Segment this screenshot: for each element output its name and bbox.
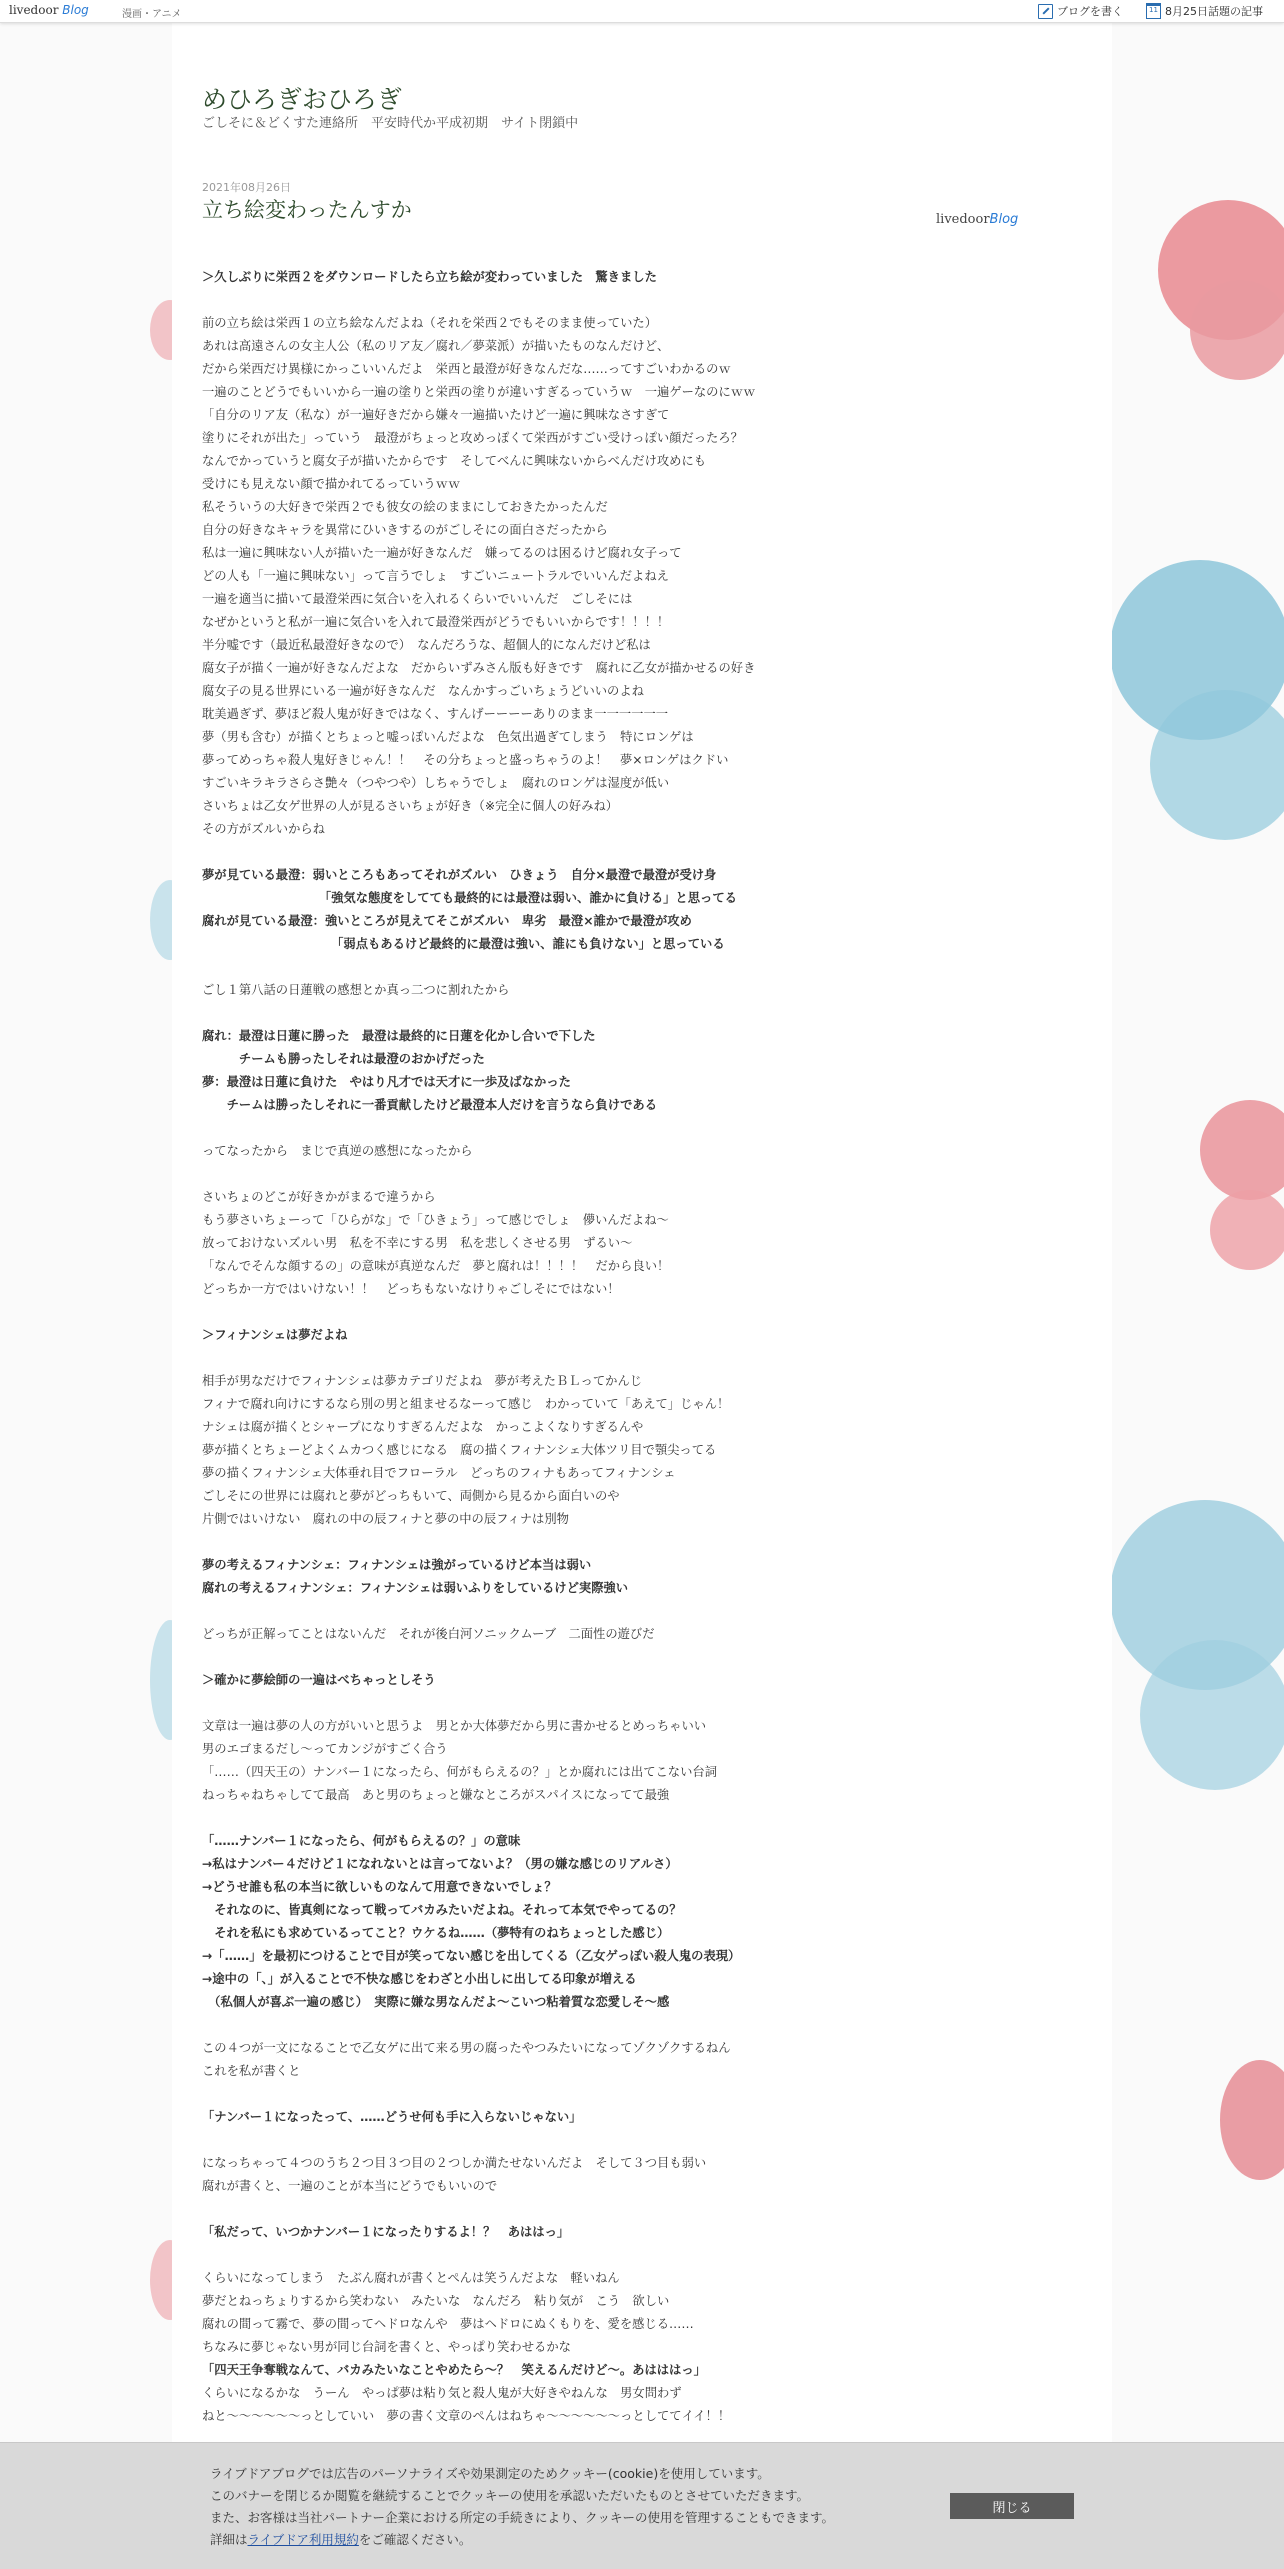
entry-line: 夢の考えるフィナンシェ：フィナンシェは強がっているけど本当は弱い — [202, 1558, 592, 1572]
entry-line: どの人も「一遍に興味ない」って言うでしょ すごいニュートラルでいいんだよねえ — [202, 569, 669, 583]
today-topic-label: 8月25日話題の記事 — [1165, 5, 1263, 18]
entry-line: どっちが正解ってことはないんだ それが後白河ソニックムーブ 二面性の遊びだ — [202, 1627, 655, 1641]
entry-line: 「……ナンバー１になったら、何がもらえるの？」の意味 — [202, 1834, 521, 1848]
entry-line: なんでかっていうと腐女子が描いたからです そしてべんに興味ないからべんだけ攻めにも — [202, 454, 707, 468]
entry-line: →どうせ誰も私の本当に欲しいものなんて用意できないでしょ？ — [202, 1880, 557, 1894]
entry-line: 腐れ：最澄は日蓮に勝った 最澄は最終的に日蓮を化かし合いで下した — [202, 1029, 596, 1043]
entry-line: 「強気な態度をしてても最終的には最澄は弱い、誰かに負ける」と思ってる — [202, 891, 737, 905]
entry-line: 夢が描くとちょーどよくムカつく感じになる 腐の描くフィナンシェ大体ツリ目で顎尖ってる — [202, 1443, 717, 1457]
entry-line — [202, 1807, 892, 1830]
entry-line: あれは高遠さんの女主人公（私のリア友／腐れ／夢菜派）が描いたものなんだけど、 — [202, 339, 670, 353]
entry-line — [202, 1692, 892, 1715]
entry-line: それを私にも求めているってこと？ウケるね……（夢特有のねちょっとした感じ） — [202, 1926, 670, 1940]
entry-line: これを私が書くと — [202, 2064, 301, 2078]
entry-line: ねと～～～～～～っとしていい 夢の書く文章のぺんはねちゃ～～～～～～っとしててイイ！！ — [202, 2409, 731, 2423]
entry-line: ごしそにの世界には腐れと夢がどっちもいて、両側から見るから面白いのや — [202, 1489, 620, 1503]
entry-line: フィナで腐れ向けにするなら別の男と組ませるなーって感じ わかっていて「あえて」じゃん！ — [202, 1397, 730, 1411]
entry-line — [202, 2014, 892, 2037]
entry-line: 「四天王争奪戦なんて、バカみたいなことやめたら～？ 笑えるんだけど～。あはははっ」 — [202, 2363, 706, 2377]
entry-line: 私そういうの大好きで栄西２でも彼女の絵のままにしておきたかったんだ — [202, 500, 608, 514]
entry-line: 受けにも見えない顔で描かれてるっていうｗｗ — [202, 477, 461, 491]
entry-body — [202, 266, 892, 2474]
entry-line — [202, 2129, 892, 2152]
entry-line: 腐れの間って霧で、夢の間ってヘドロなんや 夢はヘドロにぬくもりを、愛を感じる…… — [202, 2317, 694, 2331]
entry-line — [202, 289, 892, 312]
entry-line: だから栄西だけ異様にかっこいいんだよ 栄西と最澄が好きなんだな……ってすごいわかるのｗ — [202, 362, 731, 376]
write-blog-link[interactable] — [1038, 3, 1123, 19]
cookie-line: ライブドアブログでは広告のパーソナライズや効果測定のためクッキー(cookie)を使用しています。 — [210, 2466, 770, 2481]
entry-line: →「……」を最初につけることで目が笑ってない感じを出してくる（乙女ゲっぽい殺人鬼の表現） — [202, 1949, 741, 1963]
blog-description: ごしそに＆どくすた連絡所 平安時代か平成初期 サイト閉鎖中 — [202, 116, 579, 131]
entry-line — [202, 1117, 892, 1140]
close-button[interactable]: 閉じる — [950, 2493, 1074, 2519]
entry-line — [202, 1163, 892, 1186]
entry-line — [202, 1531, 892, 1554]
entry-line: →私はナンバー４だけど１になれないとは言ってないよ？（男の嫌な感じのリアルさ） — [202, 1857, 678, 1871]
blog-page — [172, 22, 1112, 2568]
entry-line: 耽美過ぎず、夢ほど殺人鬼が好きではなく、すんげーーーーありのまま一一一一一一 — [202, 707, 669, 721]
entry-title[interactable]: 立ち絵変わったんすか — [202, 198, 412, 222]
entry-line: 放っておけないズルい男 私を不幸にする男 私を悲しくさせる男 ずるい～ — [202, 1236, 633, 1250]
entry-line — [202, 1600, 892, 1623]
entry-line: 一遍を適当に描いて最澄栄西に気合いを入れるくらいでいいんだ ごしそには — [202, 592, 633, 606]
entry-line: ちなみに夢じゃない男が同じ台詞を書くと、やっぱり笑わせるかな — [202, 2340, 571, 2354]
calendar-icon: 11 — [1146, 3, 1161, 19]
entry-line: ってなったから まじで真逆の感想になったから — [202, 1144, 473, 1158]
entry-line: その方がズルいからね — [202, 822, 325, 836]
entry-line: この４つが一文になることで乙女ゲに出て来る男の腐ったやつみたいになってゾクゾクするねん — [202, 2041, 731, 2055]
entry-line — [202, 956, 892, 979]
entry-line: 夢：最澄は日蓮に負けた やはり凡才では天才に一歩及ばなかった — [202, 1075, 571, 1089]
pencil-icon — [1038, 4, 1053, 19]
entry-line: 夢の描くフィナンシェ大体垂れ目でフローラル どっちのフィナもあってフィナンシェ — [202, 1466, 676, 1480]
entry-line: ねっちゃねちゃしてて最高 あと男のちょっと嫌なところがスパイスになってて最強 — [202, 1788, 670, 1802]
entry-date: 2021年08月26日 — [202, 181, 291, 194]
entry-line: 男のエゴまるだし～ってカンジがすごく合う — [202, 1742, 448, 1756]
entry-line — [202, 2244, 892, 2267]
blog-title[interactable]: めひろぎおひろぎ — [202, 85, 403, 114]
entry-line: ナシェは腐が描くとシャープになりすぎるんだよな かっこよくなりすぎるんや — [202, 1420, 644, 1434]
entry-line: ＞フィナンシェは夢だよね — [202, 1328, 348, 1342]
entry-line: 自分の好きなキャラを異常にひいきするのがごしそにの面白さだったから — [202, 523, 608, 537]
entry-line: さいちょは乙女ゲ世界の人が見るさいちょが好き（※完全に個人の好みね） — [202, 799, 619, 813]
entry-line: 腐女子が描く一遍が好きなんだよな だからいずみさん版も好きです 腐れに乙女が描かせるの好き — [202, 661, 756, 675]
entry-line: 前の立ち絵は栄西１の立ち絵なんだよね（それを栄西２でもそのまま使っていた） — [202, 316, 657, 330]
cookie-line: また、お客様は当社パートナー企業における所定の手続きにより、クッキーの使用を管理することもできます。 — [210, 2510, 835, 2525]
entry-line: 「ナンバー１になったって、……どうせ何も手に入らないじゃない」 — [202, 2110, 582, 2124]
cookie-line: 詳細はライブドア利用規約をご確認ください。 — [210, 2532, 472, 2547]
entry-line — [202, 841, 892, 864]
entry-line: 文章は一遍は夢の人の方がいいと思うよ 男とか大体夢だから男に書かせるとめっちゃいい — [202, 1719, 707, 1733]
entry-line — [202, 2083, 892, 2106]
entry-line: さいちょのどこが好きかがまるで違うから — [202, 1190, 436, 1204]
entry-line: 「自分のリア友（私な）が一遍好きだから嫌々一遍描いたけど一遍に興味なさすぎて — [202, 408, 670, 422]
entry-line: 腐れが書くと、一遍のことが本当にどうでもいいので — [202, 2179, 498, 2193]
livedoor-logo[interactable]: livedoor Blog — [9, 3, 89, 17]
today-topic-link[interactable] — [1146, 3, 1263, 19]
entry-line: 夢だとねっちょりするから笑わない みたいな なんだろ 粘り気が こう 欲しい — [202, 2294, 670, 2308]
entry-line — [202, 1646, 892, 1669]
entry-line: 半分嘘です（最近私最澄好きなので） なんだろうな、超個人的になんだけど私は — [202, 638, 651, 652]
entry-line: 腐女子の見る世界にいる一遍が好きなんだ なんかすっごいちょうどいいのよね — [202, 684, 644, 698]
entry-line: チームも勝ったしそれは最澄のおかげだった — [202, 1052, 485, 1066]
entry-line: もう夢さいちょーって「ひらがな」で「ひきょう」って感じでしょ 儚いんだよね～ — [202, 1213, 669, 1227]
entry-line: ごし１第八話の日蓮戦の感想とか真っ二つに割れたから — [202, 983, 510, 997]
entry-line: チームは勝ったしそれに一番貢献したけど最澄本人だけを言うなら負けである — [202, 1098, 657, 1112]
entry-line: 片側ではいけない 腐れの中の辰フィナと夢の中の辰フィナは別物 — [202, 1512, 569, 1526]
entry-line: ＞久しぶりに栄西２をダウンロードしたら立ち絵が変わっていました 驚きました — [202, 270, 657, 284]
entry-line: →途中の「、」が入ることで不快な感じをわざと小出しに出してる印象が増える — [202, 1972, 637, 1986]
entry-line: 私は一遍に興味ない人が描いた一遍が好きなんだ 嫌ってるのは困るけど腐れ女子って — [202, 546, 682, 560]
entry-line: ＞確かに夢絵師の一遍はべちゃっとしそう — [202, 1673, 436, 1687]
terms-link[interactable]: ライブドア利用規約 — [247, 2532, 359, 2547]
entry-line: 相手が男なだけでフィナンシェは夢カテゴリだよね 夢が考えたＢＬってかんじ — [202, 1374, 643, 1388]
entry-line: 「……（四天王の）ナンバー１になったら、何がもらえるの？」とか腐れには出てこない台詞 — [202, 1765, 717, 1779]
entry-line: 腐れが見ている最澄：強いところが見えてそこがズルい 卑劣 最澄×誰かで最澄が攻め — [202, 914, 692, 928]
entry-line: すごいキラキラさらさ艶々（つやつや）しちゃうでしょ 腐れのロンゲは湿度が低い — [202, 776, 670, 790]
category-link[interactable]: 漫画・アニメ — [122, 9, 182, 20]
entry-line: （私個人が喜ぶ一遍の感じ） 実際に嫌な男なんだよ～こいつ粘着質な恋愛しそ～感 — [202, 1995, 670, 2009]
cookie-banner — [0, 2442, 1284, 2569]
entry-line: 夢ってめっちゃ殺人鬼好きじゃん！！ その分ちょっと盛っちゃうのよ！ 夢×ロンゲはクドい — [202, 753, 729, 767]
entry-line — [202, 1002, 892, 1025]
entry-line: 「弱点もあるけど最終的に最澄は強い、誰にも負けない」と思っている — [202, 937, 725, 951]
entry-line: 腐れの考えるフィナンシェ：フィナンシェは弱いふりをしているけど実際強い — [202, 1581, 629, 1595]
livedoor-blog-logo: livedoorBlog — [936, 212, 1019, 227]
entry-line — [202, 1301, 892, 1324]
entry-line: 夢が見ている最澄：弱いところもあってそれがズルい ひきょう 自分×最澄で最澄が受け身 — [202, 868, 717, 882]
entry-line — [202, 2198, 892, 2221]
entry-line: 一遍のことどうでもいいから一遍の塗りと栄西の塗りが違いすぎるっていうｗ 一遍ゲーなのにｗｗ — [202, 385, 756, 399]
entry-line: それなのに、皆真剣になって戦ってバカみたいだよね。それって本気でやってるの？ — [202, 1903, 682, 1917]
write-blog-label: ブログを書く — [1057, 5, 1123, 18]
entry-line: くらいになるかな うーん やっぱ夢は粘り気と殺人鬼が大好きやねんな 男女問わず — [202, 2386, 682, 2400]
entry-line: くらいになってしまう たぶん腐れが書くとぺんは笑うんだよな 軽いねん — [202, 2271, 620, 2285]
entry-line: 塗りにそれが出た」っていう 最澄がちょっと攻めっぽくて栄西がすごい受けっぽい顔だったろ？ — [202, 431, 743, 445]
top-bar — [0, 0, 1284, 23]
entry-line: どっちか一方ではいけない！！ どっちもないなけりゃごしそにではない！ — [202, 1282, 620, 1296]
entry-line — [202, 1347, 892, 1370]
cookie-line: このバナーを閉じるか閲覧を継続することでクッキーの使用を承認いただいたものとさせていただきます。 — [210, 2488, 810, 2503]
entry-line: 「なんでそんな顔するの」の意味が真逆なんだ 夢と腐れは！！！！ だから良い！ — [202, 1259, 670, 1273]
entry-line: 夢（男も含む）が描くとちょっと嘘っぽいんだよな 色気出過ぎてしまう 特にロンゲは — [202, 730, 694, 744]
entry-line: なぜかというと私が一遍に気合いを入れて最澄栄西がどうでもいいからです！！！！ — [202, 615, 670, 629]
cookie-text — [210, 2463, 970, 2551]
entry-line: 「私だって、いつかナンバー１になったりするよ！？ あははっ」 — [202, 2225, 570, 2239]
entry-line: になっちゃって４つのうち２つ目３つ目の２つしか満たせないんだよ そして３つ目も弱い — [202, 2156, 707, 2170]
